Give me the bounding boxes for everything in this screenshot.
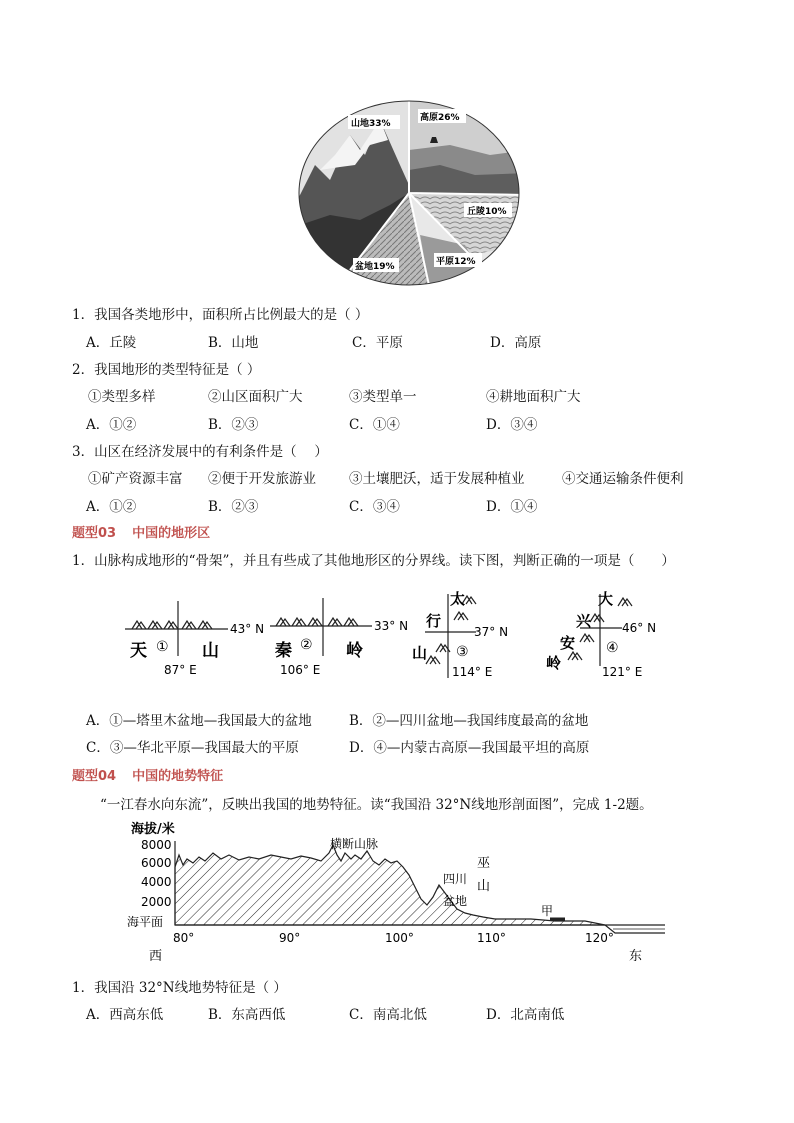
- q1-option-a[interactable]: A．丘陵: [86, 335, 137, 351]
- ytick-6000: 6000: [141, 856, 172, 870]
- d3-lon: 114° E: [452, 665, 493, 679]
- d2-name2: 岭: [346, 641, 363, 661]
- block2-question-stem: 1．山脉构成地形的“骨架”，并且有些成了其他地形区的分界线。读下图，判断正确的一项是（ ）: [72, 553, 675, 569]
- d4-c1: 大: [598, 590, 614, 608]
- question-1-stem: 1．我国各类地形中，面积所占比例最大的是（ ）: [72, 307, 369, 323]
- block3-q1-option-b[interactable]: B．东高西低: [208, 1007, 286, 1023]
- d3-c2: 行: [426, 612, 442, 630]
- profile-east: 东: [629, 949, 643, 964]
- d3-c1: 太: [450, 590, 466, 608]
- block3-q1-option-c[interactable]: C．南高北低: [349, 1007, 427, 1023]
- question-2-stem: 2．我国地形的类型特征是（ ）: [72, 362, 261, 378]
- profile-west: 西: [149, 949, 163, 964]
- q2-statement-4: ④耕地面积广大: [486, 389, 581, 405]
- d4-num: ④: [606, 640, 619, 656]
- q3-option-b[interactable]: B．②③: [208, 499, 259, 515]
- ytick-8000: 8000: [141, 838, 172, 852]
- q2-statement-1: ①类型多样: [88, 389, 156, 405]
- pie-label-basin: 盆地19%: [355, 262, 395, 272]
- d3-num: ③: [456, 644, 469, 660]
- section-04-tag: 题型04: [72, 769, 117, 784]
- label-jia: 甲: [541, 904, 554, 918]
- diagram-daxinganling: [546, 590, 656, 679]
- q3-option-d[interactable]: D．①④: [486, 499, 538, 515]
- block3-q1-option-d[interactable]: D．北高南低: [486, 1007, 565, 1023]
- xtick-110: 110°: [477, 931, 506, 945]
- d2-lat: 33° N: [374, 619, 409, 633]
- q1-option-c[interactable]: C．平原: [352, 335, 403, 351]
- profile-32n-figure: [125, 815, 670, 970]
- q3-option-c[interactable]: C．③④: [349, 499, 400, 515]
- pie-label-plateau: 高原26%: [420, 113, 460, 123]
- profile-ylabel: 海拔/米: [131, 822, 175, 837]
- q3-statement-3: ③土壤肥沃，适于发展种植业: [349, 471, 525, 487]
- section-03-title: 中国的地形区: [132, 526, 211, 541]
- q2-statement-3: ③类型单一: [349, 389, 417, 405]
- xtick-80: 80°: [173, 931, 195, 945]
- q2-option-c[interactable]: C．①④: [349, 417, 400, 433]
- d4-c4: 岭: [546, 654, 562, 672]
- section-04-heading: [72, 765, 223, 784]
- q2-option-d[interactable]: D．③④: [486, 417, 538, 433]
- q2-statement-2: ②山区面积广大: [208, 389, 303, 405]
- pie-label-hills: 丘陵10%: [467, 207, 507, 217]
- section-04-title: 中国的地势特征: [132, 769, 224, 784]
- xtick-100: 100°: [385, 931, 414, 945]
- ytick-sealevel: 海平面: [127, 915, 164, 929]
- block3-question-1-stem: 1．我国沿 32°N线地势特征是（ ）: [72, 980, 287, 996]
- xtick-120: 120°: [585, 931, 614, 945]
- ytick-4000: 4000: [141, 875, 172, 889]
- label-sichuan-2: 盆地: [443, 894, 468, 908]
- d1-name2: 山: [202, 641, 219, 661]
- label-wushan-1: 巫: [477, 856, 491, 871]
- label-sichuan-1: 四川: [443, 872, 468, 886]
- q2-option-b[interactable]: B．②③: [208, 417, 259, 433]
- label-hengduan: 横断山脉: [330, 837, 379, 851]
- block2-option-b[interactable]: B．②—四川盆地—我国纬度最高的盆地: [349, 713, 589, 729]
- block2-option-c[interactable]: C．③—华北平原—我国最大的平原: [86, 740, 299, 756]
- d4-c3: 安: [560, 634, 576, 652]
- d1-lat: 43° N: [230, 622, 265, 636]
- block3-intro: “一江春水向东流”，反映出我国的地势特征。读“我国沿 32°N线地形剖面图”，完成 1-2题。: [100, 797, 653, 813]
- d1-lon: 87° E: [164, 663, 197, 677]
- q3-option-a[interactable]: A．①②: [86, 499, 137, 515]
- q3-statement-2: ②便于开发旅游业: [208, 471, 316, 487]
- terrain-pie-figure: [290, 95, 528, 290]
- block2-option-d[interactable]: D．④—内蒙古高原—我国最平坦的高原: [349, 740, 590, 756]
- q1-option-b[interactable]: B．山地: [208, 335, 259, 351]
- section-03-heading: [72, 522, 210, 541]
- diagram-tianshan: [125, 601, 264, 677]
- ytick-2000: 2000: [141, 895, 172, 909]
- label-wushan-2: 山: [477, 879, 491, 894]
- q2-option-a[interactable]: A．①②: [86, 417, 137, 433]
- diagram-taihang: [412, 590, 508, 679]
- q3-statement-4: ④交通运输条件便利: [562, 471, 684, 487]
- block2-option-a[interactable]: A．①—塔里木盆地—我国最大的盆地: [86, 713, 312, 729]
- d4-c2: 兴: [576, 612, 592, 630]
- question-3-stem: 3．山区在经济发展中的有利条件是（ ）: [72, 444, 328, 460]
- q1-option-d[interactable]: D．高原: [490, 335, 542, 351]
- d2-num: ②: [300, 637, 313, 653]
- d3-c3: 山: [412, 644, 428, 662]
- q3-statement-1: ①矿产资源丰富: [88, 471, 183, 487]
- d2-name1: 秦: [275, 641, 292, 661]
- diagram-qinling: [270, 598, 408, 677]
- xtick-90: 90°: [279, 931, 301, 945]
- block3-q1-option-a[interactable]: A．西高东低: [86, 1007, 164, 1023]
- pie-label-plain: 平原12%: [436, 257, 476, 267]
- d3-lat: 37° N: [474, 625, 509, 639]
- d2-lon: 106° E: [280, 663, 321, 677]
- mountain-diagrams-figure: [120, 586, 680, 686]
- section-03-tag: 题型03: [72, 526, 117, 541]
- d1-num: ①: [156, 639, 169, 655]
- d4-lon: 121° E: [602, 665, 643, 679]
- d1-name1: 天: [130, 641, 147, 661]
- pie-label-mountain: 山地33%: [351, 119, 391, 129]
- d4-lat: 46° N: [622, 621, 657, 635]
